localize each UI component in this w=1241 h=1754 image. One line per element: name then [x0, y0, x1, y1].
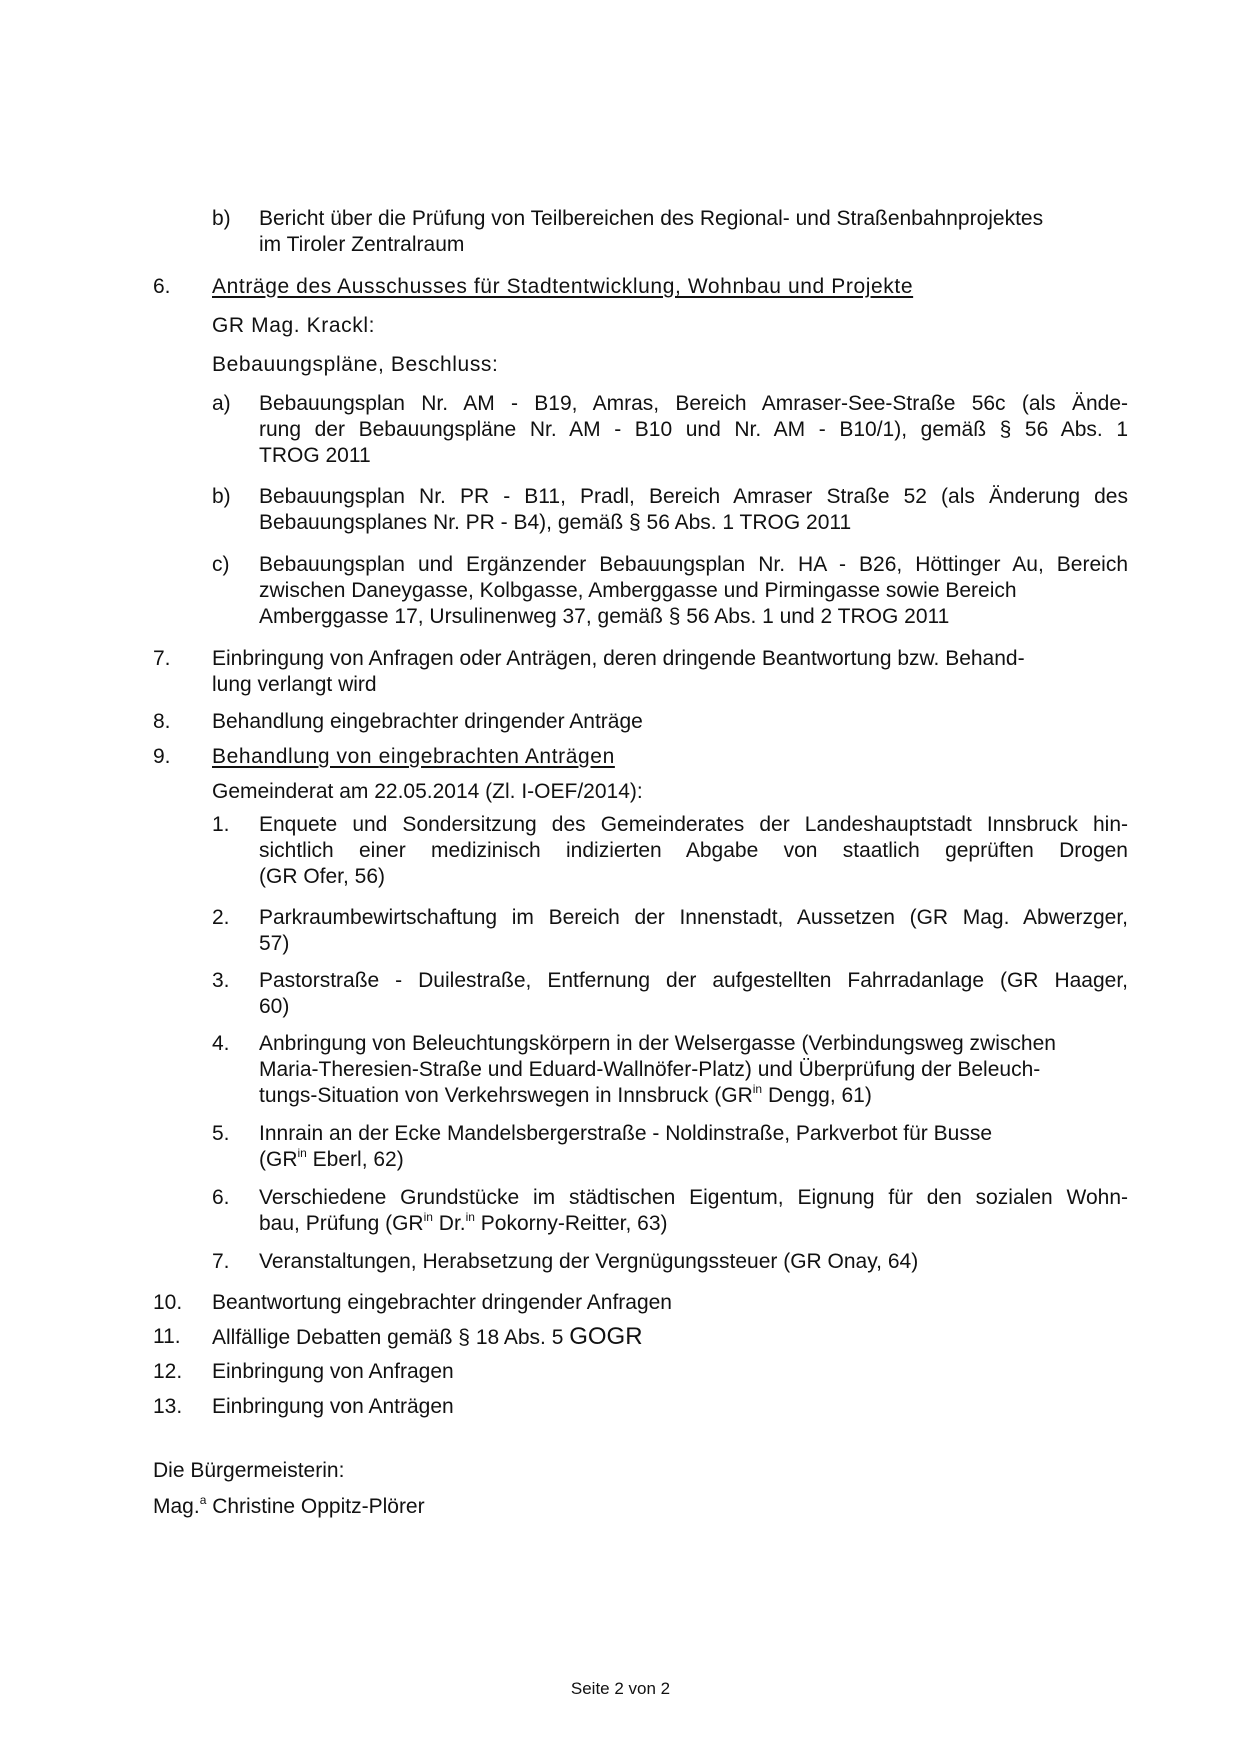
item6-a-line3: TROG 2011: [259, 444, 371, 467]
item9-sub4-marker: 4.: [212, 1032, 230, 1055]
item9-sub4-line3: [259, 1083, 872, 1109]
item9-sub6-line1: Verschiedene Grundstücke im städtischen Eigentum, Eignung für den sozialen Wohn-: [259, 1186, 1128, 1209]
item9-sub3-marker: 3.: [212, 969, 230, 992]
item11-text-main: Allfällige Debatten gemäß § 18 Abs. 5: [212, 1326, 570, 1349]
item13-text: Einbringung von Anträgen: [212, 1395, 454, 1418]
item6-number: 6.: [153, 275, 171, 298]
item9-sub2-line1: Parkraumbewirtschaftung im Bereich der Innenstadt, Aussetzen (GR Mag. Abwerzger,: [259, 906, 1128, 929]
item12-number: 12.: [153, 1360, 183, 1383]
item6-c-marker: c): [212, 553, 230, 576]
item9-sub7-marker: 7.: [212, 1250, 230, 1273]
signature-role: Die Bürgermeisterin:: [153, 1459, 345, 1482]
item7-number: 7.: [153, 647, 171, 670]
item9-sub6-marker: 6.: [212, 1186, 230, 1209]
item6-heading: Anträge des Ausschusses für Stadtentwicklung, Wohnbau und Projekte: [212, 275, 914, 298]
item9-sub4-line3-pre: tungs-Situation von Verkehrswegen in Innsbruck (GR: [259, 1084, 753, 1107]
item5-b-line2: im Tiroler Zentralraum: [259, 233, 465, 256]
item6-a-line1: Bebauungsplan Nr. AM - B19, Amras, Bereich Amraser-See-Straße 56c (als Ände-: [259, 392, 1128, 415]
item9-sub3-line2: 60): [259, 995, 290, 1018]
item9-heading: Behandlung von eingebrachten Anträgen: [212, 745, 615, 768]
item9-session: Gemeinderat am 22.05.2014 (Zl. I-OEF/2014):: [212, 780, 643, 803]
item9-sub4-line3-post: Dengg, 61): [762, 1084, 872, 1107]
item6-c-line1: Bebauungsplan und Ergänzender Bebauungsplan Nr. HA - B26, Höttinger Au, Bereich: [259, 553, 1128, 576]
item9-sub5-line2: [259, 1147, 404, 1173]
item6-a-line2: rung der Bebauungspläne Nr. AM - B10 und Nr. AM - B10/1), gemäß § 56 Abs. 1: [259, 418, 1128, 441]
item9-sub2-marker: 2.: [212, 906, 230, 929]
item7-line1: Einbringung von Anfragen oder Anträgen, deren dringende Beantwortung bzw. Behand-: [212, 647, 1025, 670]
item10-text: Beantwortung eingebrachter dringender Anfragen: [212, 1291, 672, 1314]
item9-sub6-line2: [259, 1211, 668, 1237]
signature-title: Mag.: [153, 1495, 200, 1518]
item9-sub6-line2-post: Pokorny-Reitter, 63): [474, 1212, 668, 1235]
item11-gogr: GOGR: [569, 1323, 643, 1350]
item6-b-line1: Bebauungsplan Nr. PR - B11, Pradl, Bereich Amraser Straße 52 (als Änderung des: [259, 485, 1128, 508]
item9-sub6-sup2: in: [465, 1210, 475, 1224]
item9-sub5-line2-pre: (GR: [259, 1148, 298, 1171]
item9-sub7-text: Veranstaltungen, Herabsetzung der Vergnügungssteuer (GR Onay, 64): [259, 1250, 919, 1273]
item6-c-line2: zwischen Daneygasse, Kolbgasse, Amberggasse und Pirmingasse sowie Bereich: [259, 579, 1017, 602]
item9-sub3-line1: Pastorstraße - Duilestraße, Entfernung der aufgestellten Fahrradanlage (GR Haager,: [259, 969, 1128, 992]
item9-number: 9.: [153, 745, 171, 768]
item5-b-marker: b): [212, 207, 231, 230]
item9-sub4-line2: Maria-Theresien-Straße und Eduard-Wallnöfer-Platz) und Überprüfung der Beleuch-: [259, 1058, 1041, 1081]
item5-b-line1: Bericht über die Prüfung von Teilbereichen des Regional- und Straßenbahnprojektes: [259, 207, 1044, 230]
item6-subheading: Bebauungspläne, Beschluss:: [212, 353, 499, 376]
page-number: Seite 2 von 2: [570, 1679, 671, 1698]
item9-sub1-line3: (GR Ofer, 56): [259, 865, 386, 888]
item8-number: 8.: [153, 710, 171, 733]
signature-fullname: Christine Oppitz-Plörer: [206, 1495, 425, 1518]
item9-sub1-line2: sichtlich einer medizinisch indizierten Abgabe von staatlich geprüften Drogen: [259, 839, 1128, 862]
item9-sub6-sup1: in: [423, 1210, 433, 1224]
item8-text: Behandlung eingebrachter dringender Anträge: [212, 710, 643, 733]
signature-title-sup: a: [199, 1493, 207, 1507]
item9-sub4-line1: Anbringung von Beleuchtungskörpern in der Welsergasse (Verbindungsweg zwischen: [259, 1032, 1056, 1055]
item9-sub5-line1: Innrain an der Ecke Mandelsbergerstraße - Noldinstraße, Parkverbot für Busse: [259, 1122, 993, 1145]
item6-speaker: GR Mag. Krackl:: [212, 314, 376, 337]
item10-number: 10.: [153, 1291, 183, 1314]
signature-name: [153, 1494, 425, 1520]
item9-sub5-marker: 5.: [212, 1122, 230, 1145]
item9-sub5-line2-post: Eberl, 62): [306, 1148, 404, 1171]
item9-sub6-line2-mid: Dr.: [432, 1212, 466, 1235]
item6-c-line3: Amberggasse 17, Ursulinenweg 37, gemäß § 56 Abs. 1 und 2 TROG 2011: [259, 605, 950, 628]
item9-sub4-sup: in: [752, 1082, 763, 1096]
item6-b-line2: Bebauungsplanes Nr. PR - B4), gemäß § 56 Abs. 1 TROG 2011: [259, 511, 852, 534]
item9-sub2-line2: 57): [259, 932, 290, 955]
item6-a-marker: a): [212, 392, 231, 415]
item12-text: Einbringung von Anfragen: [212, 1360, 454, 1383]
item6-b-marker: b): [212, 485, 231, 508]
item9-sub1-line1: Enquete und Sondersitzung des Gemeinderates der Landeshauptstadt Innsbruck hin-: [259, 813, 1128, 836]
item9-sub5-sup: in: [297, 1146, 307, 1160]
item11-number: 11.: [153, 1325, 181, 1348]
item11-text: [212, 1324, 643, 1351]
item7-line2: lung verlangt wird: [212, 673, 377, 696]
item13-number: 13.: [153, 1395, 183, 1418]
item9-sub1-marker: 1.: [212, 813, 230, 836]
item9-sub6-line2-pre: bau, Prüfung (GR: [259, 1212, 424, 1235]
